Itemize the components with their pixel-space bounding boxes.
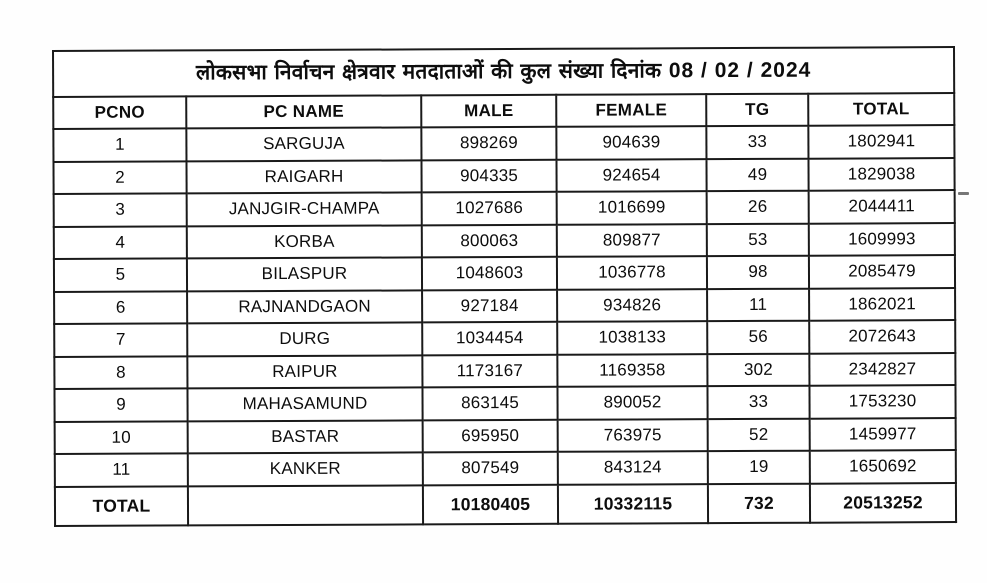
table-body <box>53 125 956 525</box>
cell-name: RAIGARH <box>186 160 421 194</box>
cell-female: 763975 <box>558 419 708 452</box>
cell-female: 1169358 <box>557 354 707 387</box>
cell-tg: 52 <box>708 418 810 451</box>
cell-total: 1802941 <box>808 125 954 158</box>
table-row <box>55 418 956 454</box>
cell-name: RAIPUR <box>187 355 422 389</box>
column-header-total: TOTAL <box>808 93 954 126</box>
cell-name: BILASPUR <box>187 257 422 291</box>
cell-pcno: 10 <box>55 421 188 454</box>
column-header-female: FEMALE <box>556 94 706 127</box>
cell-pcno: 7 <box>54 323 187 356</box>
table-row <box>54 255 955 291</box>
cell-pcno: 1 <box>53 128 186 161</box>
table-row <box>54 320 955 356</box>
column-header-tg: TG <box>706 94 808 126</box>
cell-pcno: 6 <box>54 291 187 324</box>
cell-total: 2085479 <box>809 255 955 288</box>
cell-pcno: 11 <box>55 453 188 486</box>
total-cell-tg: 732 <box>708 483 810 522</box>
cell-tg: 33 <box>706 126 808 159</box>
cell-name: JANJGIR-CHAMPA <box>187 192 422 226</box>
cell-name: DURG <box>187 322 422 356</box>
total-cell-total: 20513252 <box>810 483 956 523</box>
cell-total: 1650692 <box>810 450 956 483</box>
cell-tg: 33 <box>707 386 809 419</box>
cell-total: 2342827 <box>809 353 955 386</box>
cell-total: 1609993 <box>809 223 955 256</box>
table-row <box>55 450 956 486</box>
cell-male: 898269 <box>421 127 556 160</box>
table-row <box>54 190 955 226</box>
cell-name: MAHASAMUND <box>187 387 422 421</box>
table-title-text: लोकसभा निर्वाचन क्षेत्रवार मतदाताओं की कुल संख्या दिनांक <box>195 58 662 85</box>
cell-total: 1862021 <box>809 288 955 321</box>
cell-male: 927184 <box>422 289 557 322</box>
table-total-row <box>55 483 956 526</box>
cell-female: 1038133 <box>557 321 707 354</box>
cell-pcno: 9 <box>54 388 187 421</box>
cell-male: 1048603 <box>422 257 557 290</box>
cell-total: 1753230 <box>809 385 955 418</box>
cell-pcno: 8 <box>54 356 187 389</box>
cell-pcno: 3 <box>54 193 187 226</box>
voter-statistics-sheet <box>52 46 955 526</box>
total-cell-name <box>188 485 423 525</box>
cell-male: 695950 <box>423 419 558 452</box>
column-header-pc-name: PC NAME <box>186 95 421 128</box>
cell-female: 1016699 <box>557 191 707 224</box>
cell-pcno: 2 <box>53 161 186 194</box>
cell-male: 863145 <box>422 387 557 420</box>
cell-total: 1459977 <box>810 418 956 451</box>
cell-total: 2044411 <box>809 190 955 223</box>
cell-female: 934826 <box>557 289 707 322</box>
table-row <box>54 385 955 421</box>
header-row <box>53 93 954 129</box>
cell-name: KORBA <box>187 225 422 259</box>
cell-female: 904639 <box>556 126 706 159</box>
cell-tg: 53 <box>707 223 809 256</box>
table-row <box>54 223 955 259</box>
cell-tg: 11 <box>707 288 809 321</box>
stray-ink-mark <box>958 192 969 195</box>
table-title-date: 08 / 02 / 2024 <box>668 59 812 83</box>
cell-male: 1034454 <box>422 322 557 355</box>
cell-tg: 56 <box>707 321 809 354</box>
total-cell-pcno: TOTAL <box>55 486 188 526</box>
column-header-pcno: PCNO <box>53 96 186 129</box>
cell-name: SARGUJA <box>186 127 421 161</box>
cell-male: 800063 <box>422 224 557 257</box>
cell-male: 1027686 <box>422 192 557 225</box>
table-title <box>53 47 954 97</box>
cell-male: 1173167 <box>422 354 557 387</box>
cell-female: 1036778 <box>557 256 707 289</box>
cell-male: 807549 <box>423 452 558 485</box>
cell-male: 904335 <box>421 159 556 192</box>
cell-tg: 49 <box>706 158 808 191</box>
cell-total: 1829038 <box>808 158 954 191</box>
title-row <box>53 47 954 97</box>
table-row <box>53 158 954 194</box>
total-cell-female: 10332115 <box>558 484 708 524</box>
table-row <box>54 353 955 389</box>
cell-female: 924654 <box>556 159 706 192</box>
total-cell-male: 10180405 <box>423 484 558 524</box>
cell-female: 843124 <box>558 451 708 484</box>
cell-tg: 19 <box>708 451 810 484</box>
cell-name: RAJNANDGAON <box>187 290 422 324</box>
cell-name: KANKER <box>188 452 423 486</box>
table-row <box>54 288 955 324</box>
cell-pcno: 4 <box>54 226 187 259</box>
cell-total: 2072643 <box>809 320 955 353</box>
cell-tg: 26 <box>707 191 809 224</box>
table-row <box>53 125 954 161</box>
cell-pcno: 5 <box>54 258 187 291</box>
cell-female: 809877 <box>557 224 707 257</box>
cell-name: BASTAR <box>188 420 423 454</box>
column-header-male: MALE <box>421 95 556 128</box>
voter-statistics-table <box>52 46 957 526</box>
table-head <box>53 47 954 129</box>
cell-tg: 302 <box>707 353 809 386</box>
cell-female: 890052 <box>557 386 707 419</box>
cell-tg: 98 <box>707 256 809 289</box>
